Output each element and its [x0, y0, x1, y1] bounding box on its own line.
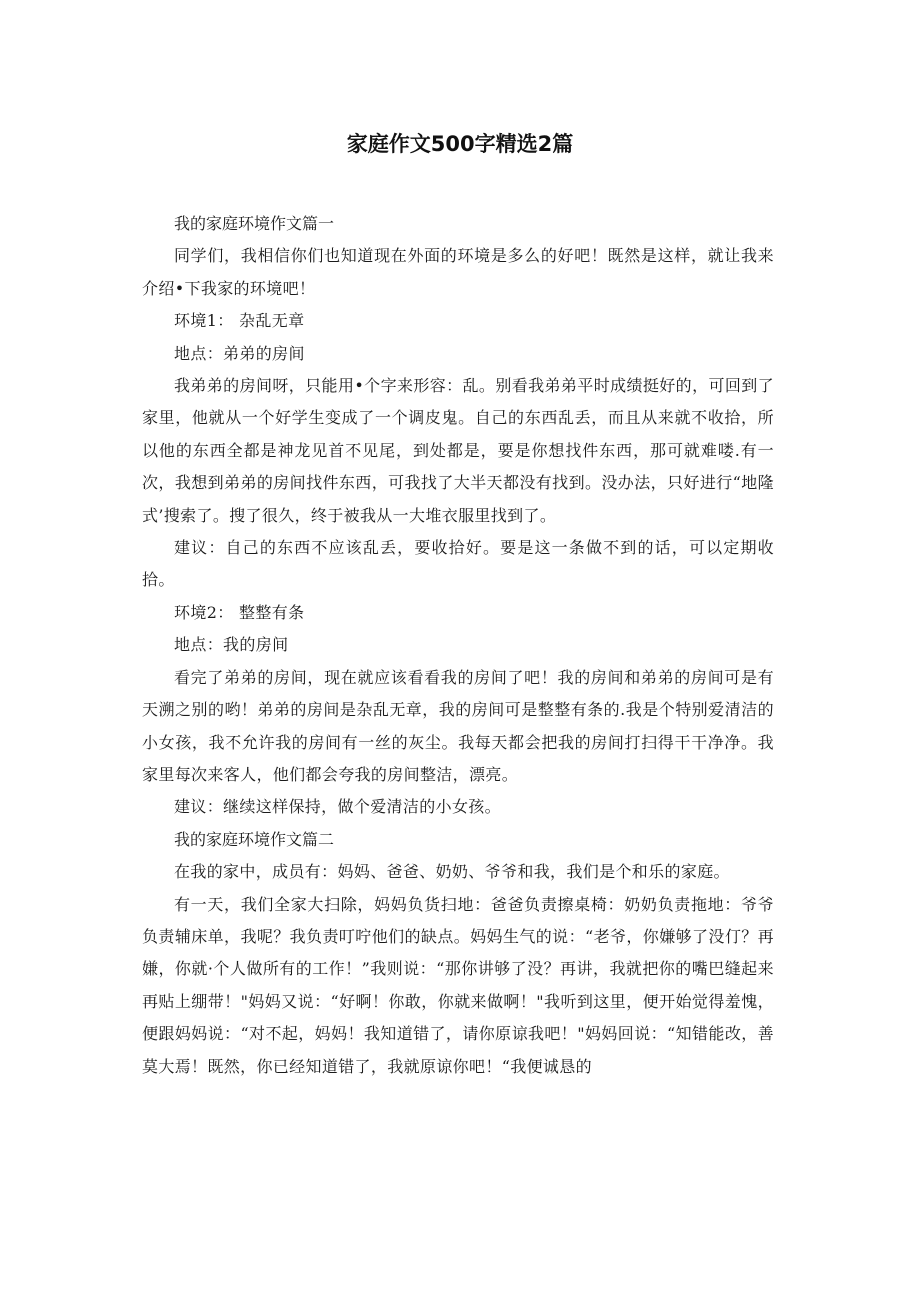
- document-title: 家庭作文500字精选2篇: [346, 132, 574, 156]
- paragraph: 我弟弟的房间呀，只能用•个字来形容：乱。别看我弟弟平时成绩挺好的，可回到了家里，他就从一个好学生变成了一个调皮鬼。自己的东西乱丢，而且从来就不收拾，所以他的东西全都是神龙见首不见尾，到处都是，要是你想找件东西，那可就难喽.有一次，我想到弟弟的房间找件东西，可我找了大半天都没有找到。没办法，只好进行“地隆式’搜索了。搜了很久，终于被我从一大堆衣服里找到了。: [142, 376, 774, 525]
- location-label: 地点：我的房间: [174, 635, 289, 655]
- paragraph: 看完了弟弟的房间，现在就应该看看我的房间了吧！我的房间和弟弟的房间可是有天溯之别的哟！弟弟的房间是杂乱无章，我的房间可是整整有条的.我是个特别爱清洁的小女孩，我不允许我的房间有一丝的灰尘。我每天都会把我的房间打扫得干干净净。我家里每次来客人，他们都会夸我的房间整洁，漂亮。: [142, 667, 774, 784]
- section-heading-1: 我的家庭环境作文篇一: [174, 214, 335, 233]
- environment-label: 环境2： 整整有条: [174, 602, 305, 622]
- paragraph: 有一天，我们全家大扫除，妈妈负货扫地：爸爸负责擦桌椅：奶奶负责拖地：爷爷负责辅床单，我呢？我负责叮咛他们的缺点。妈妈生气的说：“老爷，你嫌够了没仃？再嫌，你就·个人做所有的工作！”我则说：“那你讲够了没？再讲，我就把你的嘴巴缝起来再贴上绷带！"妈妈又说：“好啊！你敢，你就来做啊！"我听到这里，便开始觉得羞愧，便跟妈妈说：“对不起，妈妈！我知道错了，请你原谅我吧！"妈妈回说：“知错能改，善莫大焉！既然，你已经知道错了，我就原谅你吧！“我便诚恳的: [142, 894, 774, 1076]
- section-heading-2: 我的家庭环境作文篇二: [174, 829, 335, 849]
- location-label: 地点：弟弟的房间: [174, 343, 305, 363]
- environment-label: 环境1： 杂乱无章: [174, 311, 305, 331]
- paragraph: 在我的家中，成员有：妈妈、爸爸、奶奶、爷爷和我，我们是个和乐的家庭。: [174, 862, 730, 882]
- suggestion-paragraph: 建议：自己的东西不应该乱丢，要收拾好。要是这一条做不到的话，可以定期收拾。: [142, 538, 774, 590]
- document-body: [142, 208, 774, 1083]
- suggestion-paragraph: 建议：继续这样保持，做个爱清洁的小女孩。: [174, 797, 502, 817]
- paragraph: 同学们，我相信你们也知道现在外面的环境是多么的好吧！既然是这样，就让我来介绍•下我家的环境吧！: [142, 246, 774, 298]
